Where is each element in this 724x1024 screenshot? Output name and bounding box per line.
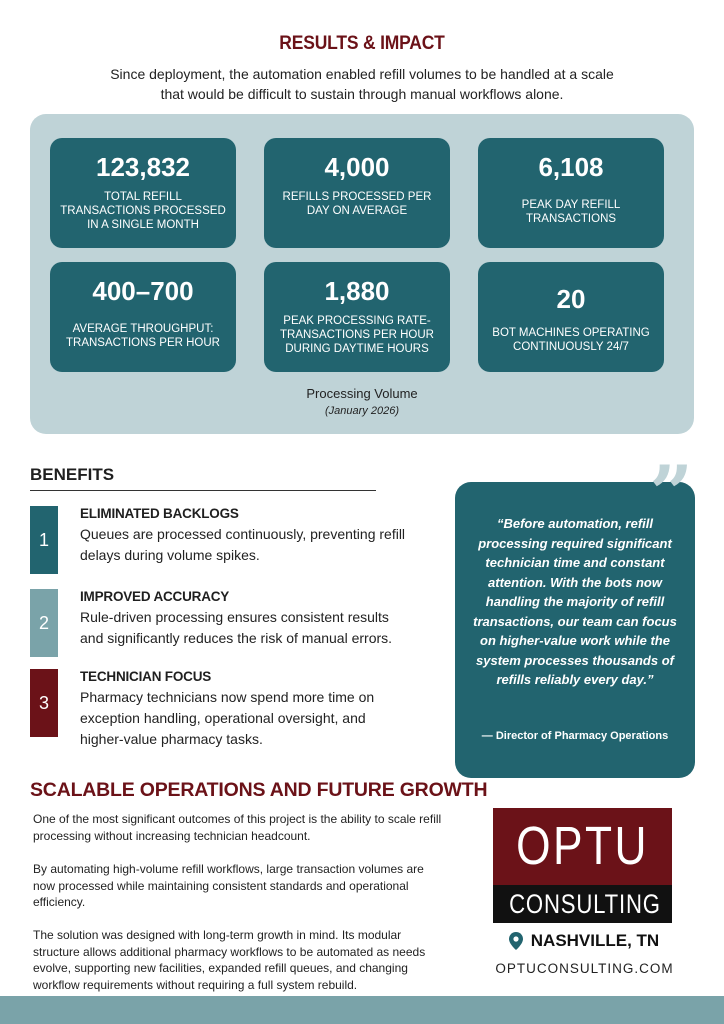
stat-card-daily-average: [264, 138, 450, 248]
benefit-title: ELIMINATED BACKLOGS: [80, 506, 239, 521]
location-text: NASHVILLE, TN: [530, 931, 660, 950]
quote-attribution: — Director of Pharmacy Operations: [481, 730, 669, 742]
stat-value: 6,108: [538, 152, 604, 182]
stat-card-peak-day: [478, 138, 664, 248]
stat-value: 1,880: [324, 276, 390, 306]
stat-label: BOT MACHINES OPERATING CONTINUOUSLY 24/7: [492, 327, 650, 353]
benefit-number: 3: [30, 669, 58, 737]
quote-text: “Before automation, refill processing required significant technician time and constant attention. With the bots now handling the majority of refill transactions, our team can focus on higher-value work while the system processes thousands of refills reliably every day.”: [473, 516, 677, 687]
panel-subcaption: (January 2026): [325, 405, 399, 417]
section-title-scalable-operations: SCALABLE OPERATIONS AND FUTURE GROWTH: [30, 779, 488, 801]
logo-band: [493, 885, 672, 923]
benefits-divider: [30, 490, 376, 491]
optu-consulting-logo: [493, 808, 672, 923]
benefit-body: Pharmacy technicians now spend more time on exception handling, operational oversight, and higher-value pharmacy tasks.: [80, 689, 375, 747]
paragraph: By automating high-volume refill workflows, large transaction volumes are now processed while maintaining consistent standards and operational efficiency.: [33, 862, 424, 909]
benefit-number: 1: [30, 506, 58, 574]
panel-caption: Processing Volume: [306, 386, 418, 401]
quote-mark-icon: ”: [649, 449, 693, 538]
stat-value: 4,000: [324, 152, 390, 182]
benefit-body: Rule-driven processing ensures consistent results and significantly reduces the risk of manual errors.: [80, 609, 393, 646]
intro-text: Since deployment, the automation enabled refill volumes to be handled at a scale that would be difficult to sustain through manual workflows alone.: [110, 66, 614, 102]
stat-label: PEAK PROCESSING RATE- TRANSACTIONS PER HOUR DURING DAYTIME HOURS: [280, 315, 434, 355]
website-link[interactable]: OPTUCONSULTING.COM: [495, 961, 674, 976]
stat-value: 123,832: [96, 152, 190, 182]
stat-card-peak-rate: [264, 262, 450, 372]
stats-panel: [30, 114, 694, 434]
stat-value: 20: [556, 284, 586, 314]
stat-label: AVERAGE THROUGHPUT: TRANSACTIONS PER HOUR: [66, 323, 220, 349]
benefit-title: IMPROVED ACCURACY: [80, 589, 230, 604]
benefit-number: 2: [30, 589, 58, 657]
testimonial-quote-box: [455, 449, 695, 778]
page-title: RESULTS & IMPACT: [279, 33, 445, 54]
benefit-body: Queues are processed continuously, preventing refill delays during volume spikes.: [80, 526, 406, 563]
benefits-heading: BENEFITS: [30, 465, 115, 484]
map-pin-icon: [509, 932, 523, 950]
logo-wordmark-top: OPTU: [516, 816, 649, 876]
stat-label: PEAK DAY REFILL TRANSACTIONS: [521, 199, 621, 225]
benefit-title: TECHNICIAN FOCUS: [80, 669, 212, 684]
stat-card-average-throughput: [50, 262, 236, 372]
stat-label: TOTAL REFILL TRANSACTIONS PROCESSED IN A SINGLE MONTH: [60, 191, 226, 231]
stat-value: 400–700: [92, 276, 194, 306]
stat-card-monthly-total: [50, 138, 236, 248]
location: [497, 931, 671, 951]
stat-label: REFILLS PROCESSED PER DAY ON AVERAGE: [282, 191, 432, 217]
paragraph: One of the most significant outcomes of this project is the ability to scale refill processing without increasing technician headcount.: [33, 812, 442, 843]
footer-bar: [0, 996, 724, 1024]
paragraph: The solution was designed with long-term growth in mind. Its modular structure allows additional pharmacy workflows to be automated as needs evolve, supporting new facilities, expanded refill queues, and changing workflow requirements without requiring a full system rebuild.: [33, 928, 426, 992]
stat-card-bot-machines: [478, 262, 664, 372]
logo-wordmark-bottom: CONSULTING: [509, 889, 661, 919]
